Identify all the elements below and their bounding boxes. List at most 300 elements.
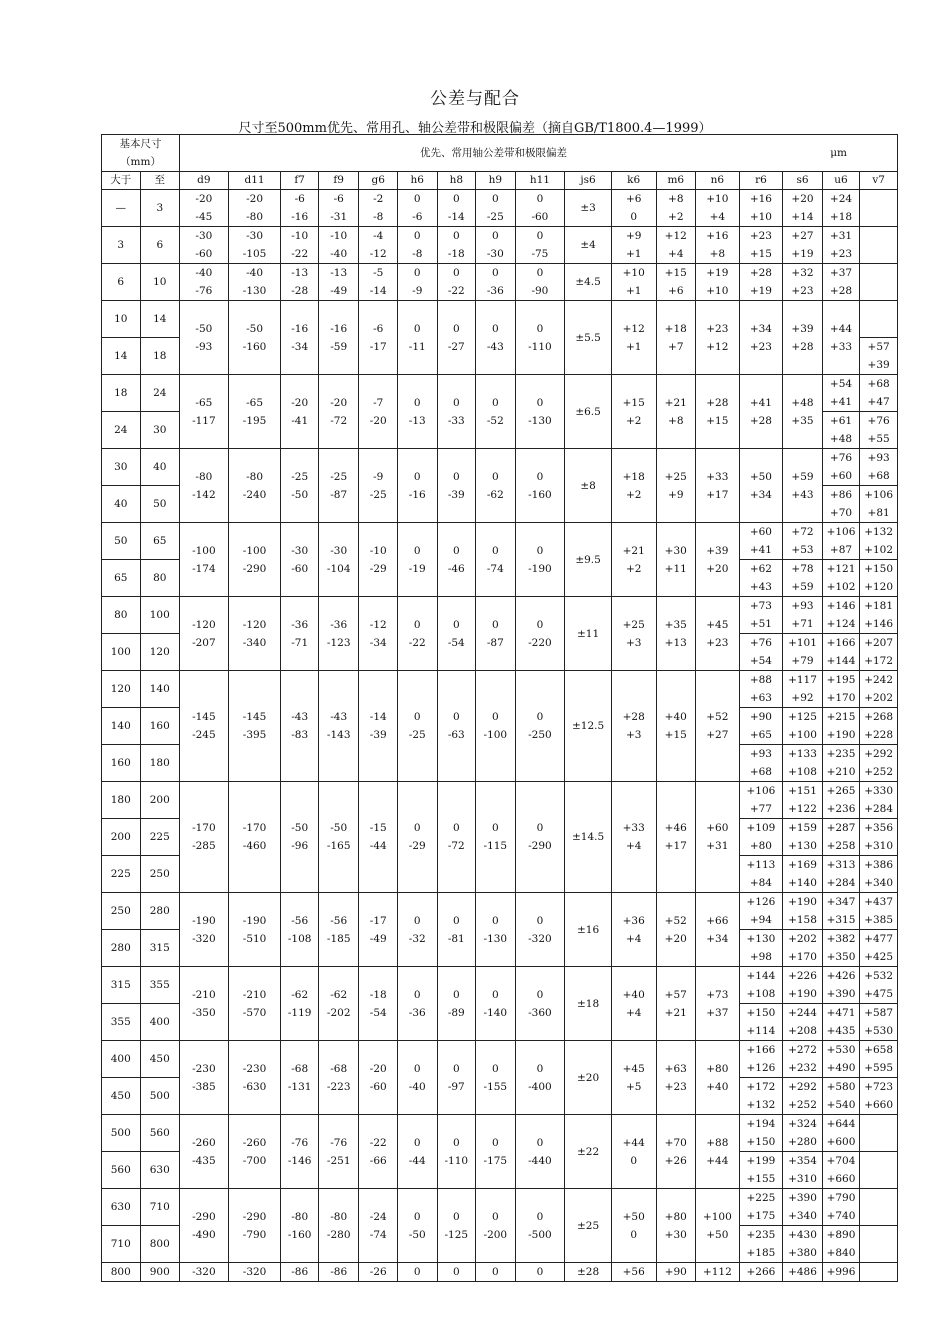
deviation-cell-h8: 0 -18 (437, 227, 476, 264)
deviation-cell-h6: 0 -13 (398, 375, 438, 449)
deviation-cell-d11: -20 -80 (228, 190, 281, 227)
deviation-cell-h9: 0 -130 (476, 893, 516, 967)
deviation-cell-u6: +166 +144 (822, 634, 860, 671)
deviation-cell-f9: -62 -202 (318, 967, 359, 1041)
deviation-cell-d9: -120 -207 (180, 597, 229, 671)
column-header-h8: h8 (437, 172, 476, 190)
deviation-cell-r6: +50 +34 (739, 449, 783, 523)
deviation-cell-g6: -4 -12 (359, 227, 398, 264)
deviation-cell-f9: -16 -59 (318, 301, 359, 375)
deviation-cell-n6: +16 +8 (696, 227, 740, 264)
table-row (102, 597, 898, 634)
deviation-cell-h9: 0 -74 (476, 523, 516, 597)
deviation-cell-h8: 0 -39 (437, 449, 476, 523)
deviation-cell-n6: +100 +50 (696, 1189, 740, 1263)
size-upto-cell: 710 (140, 1189, 180, 1226)
deviation-cell-v7 (860, 1115, 898, 1152)
deviation-cell-s6: +159 +130 (783, 819, 823, 856)
deviation-cell-d9: -190 -320 (180, 893, 229, 967)
deviation-cell-v7: +386 +340 (860, 856, 898, 893)
deviation-cell-m6: +57 +21 (656, 967, 696, 1041)
deviation-cell-r6: +109 +80 (739, 819, 783, 856)
table-row (102, 893, 898, 930)
deviation-cell-js6: ±3 (565, 190, 612, 227)
deviation-cell-d9: -170 -285 (180, 782, 229, 893)
deviation-cell-f7: -86 (281, 1263, 319, 1282)
deviation-cell-f7: -10 -22 (281, 227, 319, 264)
size-over-cell: 500 (102, 1115, 141, 1152)
column-header-f7: f7 (281, 172, 319, 190)
deviation-cell-s6: +324 +280 (783, 1115, 823, 1152)
deviation-cell-h8: 0 -110 (437, 1115, 476, 1189)
deviation-cell-h11: 0 -400 (515, 1041, 565, 1115)
deviation-cell-v7: +106 +81 (860, 486, 898, 523)
deviation-cell-h6: 0 -9 (398, 264, 438, 301)
size-over-cell: 18 (102, 375, 141, 412)
deviation-cell-s6: +39 +28 (783, 301, 823, 375)
deviation-cell-h8: 0 -72 (437, 782, 476, 893)
table-row (102, 1041, 898, 1078)
deviation-cell-d11: -120 -340 (228, 597, 281, 671)
deviation-cell-r6: +266 (739, 1263, 783, 1282)
deviation-cell-u6: +106 +87 (822, 523, 860, 560)
deviation-cell-js6: ±12.5 (565, 671, 612, 782)
deviation-cell-d11: -170 -460 (228, 782, 281, 893)
table-row (102, 449, 898, 486)
size-upto-cell: 24 (140, 375, 180, 412)
deviation-cell-g6: -14 -39 (359, 671, 398, 782)
deviation-cell-s6: +48 +35 (783, 375, 823, 449)
deviation-cell-d9: -50 -93 (180, 301, 229, 375)
column-header-g6: g6 (359, 172, 398, 190)
deviation-cell-d9: -40 -76 (180, 264, 229, 301)
deviation-cell-r6: +60 +41 (739, 523, 783, 560)
deviation-cell-h9: 0 -175 (476, 1115, 516, 1189)
column-header-v7: v7 (860, 172, 898, 190)
deviation-cell-g6: -9 -25 (359, 449, 398, 523)
table-row (102, 782, 898, 819)
size-upto-cell: 30 (140, 412, 180, 449)
deviation-cell-f9: -13 -49 (318, 264, 359, 301)
size-over-cell: 50 (102, 523, 141, 560)
deviation-cell-g6: -17 -49 (359, 893, 398, 967)
deviation-cell-n6: +28 +15 (696, 375, 740, 449)
deviation-cell-k6: +28 +3 (611, 671, 656, 782)
deviation-cell-s6: +125 +100 (783, 708, 823, 745)
deviation-cell-u6: +382 +350 (822, 930, 860, 967)
deviation-cell-v7: +723 +660 (860, 1078, 898, 1115)
deviation-cell-h8: 0 -27 (437, 301, 476, 375)
deviation-cell-r6: +194 +150 (739, 1115, 783, 1152)
deviation-cell-h9: 0 -30 (476, 227, 516, 264)
deviation-cell-js6: ±4 (565, 227, 612, 264)
deviation-cell-s6: +226 +190 (783, 967, 823, 1004)
deviation-cell-s6: +72 +53 (783, 523, 823, 560)
deviation-cell-k6: +6 0 (611, 190, 656, 227)
deviation-cell-h6: 0 -50 (398, 1189, 438, 1263)
deviation-cell-k6: +15 +2 (611, 375, 656, 449)
deviation-cell-m6: +12 +4 (656, 227, 696, 264)
deviation-cell-r6: +41 +28 (739, 375, 783, 449)
deviation-cell-d9: -20 -45 (180, 190, 229, 227)
deviation-cell-h8: 0 -97 (437, 1041, 476, 1115)
deviation-cell-k6: +18 +2 (611, 449, 656, 523)
deviation-cell-r6: +90 +65 (739, 708, 783, 745)
deviation-cell-h8: 0 -22 (437, 264, 476, 301)
deviation-cell-r6: +28 +19 (739, 264, 783, 301)
table-row (102, 671, 898, 708)
deviation-cell-u6: +580 +540 (822, 1078, 860, 1115)
deviation-cell-h6: 0 -40 (398, 1041, 438, 1115)
size-over-cell: 560 (102, 1152, 141, 1189)
size-upto-cell: 140 (140, 671, 180, 708)
size-upto-cell: 18 (140, 338, 180, 375)
deviation-cell-n6: +66 +34 (696, 893, 740, 967)
deviation-cell-h8: 0 -14 (437, 190, 476, 227)
deviation-cell-n6: +52 +27 (696, 671, 740, 782)
table-row (102, 190, 898, 227)
deviation-cell-r6: +16 +10 (739, 190, 783, 227)
deviation-cell-d11: -30 -105 (228, 227, 281, 264)
deviation-cell-h9: 0 -25 (476, 190, 516, 227)
size-over-cell: 14 (102, 338, 141, 375)
deviation-cell-n6: +60 +31 (696, 782, 740, 893)
deviation-cell-d11: -100 -290 (228, 523, 281, 597)
deviation-cell-n6: +45 +23 (696, 597, 740, 671)
deviation-cell-k6: +9 +1 (611, 227, 656, 264)
deviation-cell-js6: ±18 (565, 967, 612, 1041)
deviation-cell-s6: +93 +71 (783, 597, 823, 634)
deviation-cell-js6: ±8 (565, 449, 612, 523)
size-over-cell: 40 (102, 486, 141, 523)
deviation-cell-h6: 0 -32 (398, 893, 438, 967)
deviation-cell-f9: -30 -104 (318, 523, 359, 597)
deviation-cell-h6: 0 -22 (398, 597, 438, 671)
deviation-cell-f9: -6 -31 (318, 190, 359, 227)
deviation-cell-m6: +25 +9 (656, 449, 696, 523)
deviation-cell-h8: 0 -54 (437, 597, 476, 671)
deviation-cell-u6: +347 +315 (822, 893, 860, 930)
deviation-cell-r6: +225 +175 (739, 1189, 783, 1226)
deviation-cell-k6: +33 +4 (611, 782, 656, 893)
deviation-cell-g6: -15 -44 (359, 782, 398, 893)
deviation-cell-f9: -20 -72 (318, 375, 359, 449)
column-header-h11: h11 (515, 172, 565, 190)
deviation-cell-m6: +52 +20 (656, 893, 696, 967)
deviation-cell-s6: +272 +232 (783, 1041, 823, 1078)
deviation-cell-f7: -13 -28 (281, 264, 319, 301)
column-header-f9: f9 (318, 172, 359, 190)
deviation-cell-s6: +292 +252 (783, 1078, 823, 1115)
size-upto-cell: 100 (140, 597, 180, 634)
deviation-cell-d9: -145 -245 (180, 671, 229, 782)
deviation-cell-h11: 0 -440 (515, 1115, 565, 1189)
size-over-cell: 30 (102, 449, 141, 486)
deviation-cell-h11: 0 -250 (515, 671, 565, 782)
size-over-cell: 315 (102, 967, 141, 1004)
deviation-cell-k6: +50 0 (611, 1189, 656, 1263)
deviation-cell-r6: +106 +77 (739, 782, 783, 819)
deviation-cell-u6: +426 +390 (822, 967, 860, 1004)
deviation-cell-r6: +76 +54 (739, 634, 783, 671)
deviation-cell-k6: +56 (611, 1263, 656, 1282)
deviation-cell-m6: +90 (656, 1263, 696, 1282)
size-over-cell: 140 (102, 708, 141, 745)
size-over-cell: 100 (102, 634, 141, 671)
deviation-cell-h8: 0 -63 (437, 671, 476, 782)
deviation-cell-s6: +151 +122 (783, 782, 823, 819)
deviation-cell-v7: +57 +39 (860, 338, 898, 375)
deviation-cell-f7: -62 -119 (281, 967, 319, 1041)
deviation-cell-g6: -22 -66 (359, 1115, 398, 1189)
column-header-s6: s6 (783, 172, 823, 190)
deviation-cell-m6: +46 +17 (656, 782, 696, 893)
deviation-cell-u6: +44 +33 (822, 301, 860, 375)
deviation-cell-v7 (860, 1263, 898, 1282)
deviation-cell-g6: -6 -17 (359, 301, 398, 375)
deviation-cell-f9: -76 -251 (318, 1115, 359, 1189)
deviation-cell-v7: +658 +595 (860, 1041, 898, 1078)
size-over-cell: 80 (102, 597, 141, 634)
deviation-cell-n6: +10 +4 (696, 190, 740, 227)
size-upto-cell: 120 (140, 634, 180, 671)
deviation-cell-g6: -26 (359, 1263, 398, 1282)
deviation-cell-d11: -260 -700 (228, 1115, 281, 1189)
header-row-1 (102, 135, 898, 172)
deviation-cell-h11: 0 -500 (515, 1189, 565, 1263)
deviation-cell-d11: -40 -130 (228, 264, 281, 301)
deviation-cell-h9: 0 -115 (476, 782, 516, 893)
deviation-cell-h11: 0 -130 (515, 375, 565, 449)
deviation-cell-d9: -290 -490 (180, 1189, 229, 1263)
deviation-cell-js6: ±14.5 (565, 782, 612, 893)
deviation-cell-v7: +437 +385 (860, 893, 898, 930)
deviation-cell-v7: +207 +172 (860, 634, 898, 671)
deviation-cell-js6: ±28 (565, 1263, 612, 1282)
size-upto-cell: 450 (140, 1041, 180, 1078)
table-row (102, 264, 898, 301)
size-over-cell: 800 (102, 1263, 141, 1282)
deviation-cell-js6: ±20 (565, 1041, 612, 1115)
deviation-cell-m6: +15 +6 (656, 264, 696, 301)
size-upto-cell: 630 (140, 1152, 180, 1189)
deviation-cell-s6: +486 (783, 1263, 823, 1282)
table-row (102, 227, 898, 264)
deviation-cell-f7: -36 -71 (281, 597, 319, 671)
deviation-cell-g6: -18 -54 (359, 967, 398, 1041)
column-header-d11: d11 (228, 172, 281, 190)
deviation-cell-h6: 0 -29 (398, 782, 438, 893)
deviation-cell-h9: 0 -87 (476, 597, 516, 671)
deviation-cell-m6: +40 +15 (656, 671, 696, 782)
deviation-cell-d9: -100 -174 (180, 523, 229, 597)
deviation-cell-h6: 0 -11 (398, 301, 438, 375)
deviation-cell-s6: +117 +92 (783, 671, 823, 708)
deviation-cell-g6: -2 -8 (359, 190, 398, 227)
page-title: 公差与配合 (430, 89, 520, 109)
deviation-cell-v7 (860, 190, 898, 227)
table-row (102, 375, 898, 412)
deviation-cell-s6: +133 +108 (783, 745, 823, 782)
size-over-cell: 3 (102, 227, 141, 264)
deviation-cell-n6: +73 +37 (696, 967, 740, 1041)
deviation-cell-d11: -50 -160 (228, 301, 281, 375)
deviation-cell-h9: 0 -200 (476, 1189, 516, 1263)
deviation-cell-h6: 0 (398, 1263, 438, 1282)
size-upto-cell: 250 (140, 856, 180, 893)
size-over-cell: 180 (102, 782, 141, 819)
deviation-cell-r6: +34 +23 (739, 301, 783, 375)
deviation-cell-d11: -80 -240 (228, 449, 281, 523)
deviation-cell-g6: -7 -20 (359, 375, 398, 449)
size-over-cell: 6 (102, 264, 141, 301)
deviation-cell-u6: +54 +41 (822, 375, 860, 412)
deviation-cell-u6: +195 +170 (822, 671, 860, 708)
deviation-cell-d9: -260 -435 (180, 1115, 229, 1189)
deviation-cell-u6: +31 +23 (822, 227, 860, 264)
header-row-2 (102, 172, 898, 190)
deviation-cell-d9: -230 -385 (180, 1041, 229, 1115)
deviation-cell-n6: +19 +10 (696, 264, 740, 301)
size-over-cell: 24 (102, 412, 141, 449)
deviation-cell-h9: 0 -155 (476, 1041, 516, 1115)
deviation-cell-h6: 0 -8 (398, 227, 438, 264)
deviation-cell-u6: +37 +28 (822, 264, 860, 301)
size-upto-cell: 3 (140, 190, 180, 227)
deviation-cell-h6: 0 -44 (398, 1115, 438, 1189)
deviation-cell-v7 (860, 301, 898, 338)
column-header-m6: m6 (656, 172, 696, 190)
deviation-cell-u6: +86 +70 (822, 486, 860, 523)
column-header-r6: r6 (739, 172, 783, 190)
deviation-cell-v7: +76 +55 (860, 412, 898, 449)
deviation-cell-h6: 0 -19 (398, 523, 438, 597)
size-over-cell: 250 (102, 893, 141, 930)
deviation-cell-d11: -320 (228, 1263, 281, 1282)
size-upto-cell: 10 (140, 264, 180, 301)
deviation-cell-g6: -24 -74 (359, 1189, 398, 1263)
deviation-cell-r6: +235 +185 (739, 1226, 783, 1263)
deviation-cell-h8: 0 -125 (437, 1189, 476, 1263)
deviation-cell-k6: +45 +5 (611, 1041, 656, 1115)
deviation-cell-h11: 0 -360 (515, 967, 565, 1041)
size-over-cell: 10 (102, 301, 141, 338)
deviation-cell-f9: -25 -87 (318, 449, 359, 523)
deviation-cell-f9: -56 -185 (318, 893, 359, 967)
deviation-cell-r6: +23 +15 (739, 227, 783, 264)
deviation-cell-f7: -50 -96 (281, 782, 319, 893)
size-over-cell: 710 (102, 1226, 141, 1263)
deviation-cell-k6: +40 +4 (611, 967, 656, 1041)
size-over-cell: 630 (102, 1189, 141, 1226)
column-header-k6: k6 (611, 172, 656, 190)
deviation-cell-h11: 0 -220 (515, 597, 565, 671)
deviation-cell-v7 (860, 1152, 898, 1189)
deviation-cell-u6: +313 +284 (822, 856, 860, 893)
column-header-n6: n6 (696, 172, 740, 190)
deviation-cell-u6: +471 +435 (822, 1004, 860, 1041)
deviation-cell-v7: +132 +102 (860, 523, 898, 560)
size-upto-cell: 400 (140, 1004, 180, 1041)
deviation-cell-js6: ±22 (565, 1115, 612, 1189)
deviation-cell-r6: +126 +94 (739, 893, 783, 930)
size-over-cell: 225 (102, 856, 141, 893)
deviation-cell-js6: ±4.5 (565, 264, 612, 301)
deviation-cell-h9: 0 -140 (476, 967, 516, 1041)
deviation-cell-u6: +24 +18 (822, 190, 860, 227)
size-upto-cell: 80 (140, 560, 180, 597)
deviation-cell-h9: 0 -62 (476, 449, 516, 523)
upto-header: 至 (140, 172, 180, 190)
size-upto-cell: 500 (140, 1078, 180, 1115)
deviation-cell-m6: +21 +8 (656, 375, 696, 449)
deviation-cell-k6: +12 +1 (611, 301, 656, 375)
deviation-cell-u6: +530 +490 (822, 1041, 860, 1078)
column-header-u6: u6 (822, 172, 860, 190)
size-over-cell: 160 (102, 745, 141, 782)
deviation-cell-v7: +68 +47 (860, 375, 898, 412)
deviation-cell-v7: +292 +252 (860, 745, 898, 782)
unit-label: μm (830, 146, 847, 159)
deviation-cell-n6: +88 +44 (696, 1115, 740, 1189)
size-upto-cell: 800 (140, 1226, 180, 1263)
size-over-cell: 400 (102, 1041, 141, 1078)
deviation-cell-h11: 0 -75 (515, 227, 565, 264)
table-row (102, 1115, 898, 1152)
deviation-cell-s6: +430 +380 (783, 1226, 823, 1263)
deviation-cell-js6: ±16 (565, 893, 612, 967)
table-row (102, 1263, 898, 1282)
deviation-cell-h8: 0 (437, 1263, 476, 1282)
deviation-cell-n6: +112 (696, 1263, 740, 1282)
deviation-cell-h11: 0 -320 (515, 893, 565, 967)
deviation-cell-s6: +190 +158 (783, 893, 823, 930)
deviation-cell-f7: -56 -108 (281, 893, 319, 967)
deviation-cell-d9: -80 -142 (180, 449, 229, 523)
deviation-cell-u6: +146 +124 (822, 597, 860, 634)
deviation-cell-f7: -80 -160 (281, 1189, 319, 1263)
deviation-cell-s6: +20 +14 (783, 190, 823, 227)
deviation-cell-k6: +21 +2 (611, 523, 656, 597)
deviation-cell-f9: -50 -165 (318, 782, 359, 893)
deviation-cell-u6: +287 +258 (822, 819, 860, 856)
deviation-cell-d11: -210 -570 (228, 967, 281, 1041)
basic-size-header: 基本尺寸 （mm） (102, 135, 180, 172)
size-over-cell: 65 (102, 560, 141, 597)
size-upto-cell: 14 (140, 301, 180, 338)
deviation-cell-r6: +113 +84 (739, 856, 783, 893)
deviation-cell-g6: -20 -60 (359, 1041, 398, 1115)
deviation-cell-h9: 0 -52 (476, 375, 516, 449)
deviation-cell-v7: +242 +202 (860, 671, 898, 708)
deviation-cell-v7 (860, 1226, 898, 1263)
deviation-cell-s6: +59 +43 (783, 449, 823, 523)
deviation-cell-u6: +215 +190 (822, 708, 860, 745)
deviation-cell-k6: +36 +4 (611, 893, 656, 967)
deviation-cell-k6: +44 0 (611, 1115, 656, 1189)
deviation-cell-h11: 0 -60 (515, 190, 565, 227)
deviation-cell-m6: +63 +23 (656, 1041, 696, 1115)
deviation-cell-f7: -30 -60 (281, 523, 319, 597)
column-header-js6: js6 (565, 172, 612, 190)
table-row (102, 967, 898, 1004)
deviation-cell-h9: 0 -36 (476, 264, 516, 301)
deviation-cell-v7: +150 +120 (860, 560, 898, 597)
deviation-cell-f9: -10 -40 (318, 227, 359, 264)
deviation-cell-r6: +166 +126 (739, 1041, 783, 1078)
deviation-cell-d9: -320 (180, 1263, 229, 1282)
deviation-cell-h8: 0 -89 (437, 967, 476, 1041)
